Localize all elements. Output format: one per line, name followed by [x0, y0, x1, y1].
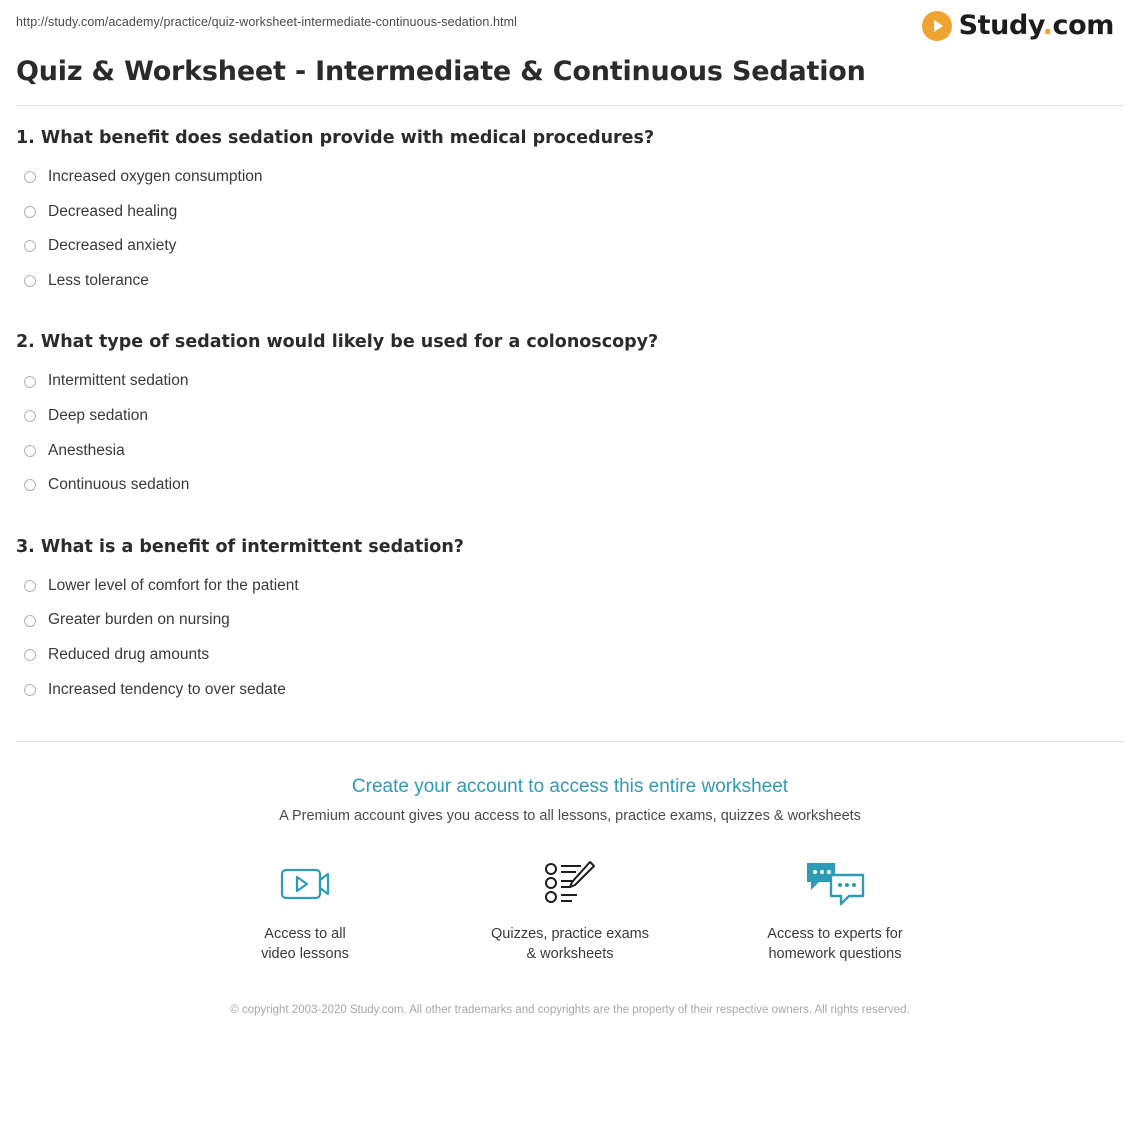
- radio-button-icon[interactable]: [24, 376, 36, 388]
- answer-option[interactable]: [16, 264, 1124, 299]
- answer-options: [16, 569, 1124, 707]
- answer-option[interactable]: [16, 638, 1124, 673]
- answer-options: [16, 160, 1124, 298]
- feature-line-2: video lessons: [261, 946, 349, 963]
- radio-button-icon[interactable]: [24, 479, 36, 491]
- radio-button-icon[interactable]: [24, 649, 36, 661]
- feature-line-1: Access to experts for: [767, 926, 903, 943]
- answer-option[interactable]: [16, 603, 1124, 638]
- page-title: Quiz & Worksheet - Intermediate & Continuous Sedation: [16, 56, 866, 87]
- question-text: 3. What is a benefit of intermittent sedation?: [16, 536, 464, 557]
- answer-label: Increased oxygen consumption: [48, 168, 263, 185]
- answer-options: [16, 364, 1124, 502]
- answer-label: Continuous sedation: [48, 476, 190, 494]
- answer-option[interactable]: [16, 160, 1124, 195]
- page-url: http://study.com/academy/practice/quiz-worksheet-intermediate-continuous-sedation.html: [16, 15, 517, 29]
- feature-item: [755, 854, 915, 964]
- radio-button-icon[interactable]: [24, 684, 36, 696]
- answer-option[interactable]: [16, 673, 1124, 708]
- answer-option[interactable]: [16, 229, 1124, 264]
- question-item: [16, 128, 1124, 298]
- question-list: [16, 106, 1124, 707]
- promo-headline[interactable]: Create your account to access this entire worksheet: [351, 776, 789, 798]
- logo-suffix: com: [1052, 10, 1114, 41]
- radio-button-icon[interactable]: [24, 275, 36, 287]
- question-text: 2. What type of sedation would likely be used for a colonoscopy?: [16, 332, 659, 353]
- feature-text: [261, 924, 349, 964]
- chat-bubbles-icon: [805, 854, 865, 912]
- answer-label: Reduced drug amounts: [48, 645, 210, 663]
- video-play-icon: [280, 854, 330, 912]
- radio-button-icon[interactable]: [24, 206, 36, 218]
- feature-line-1: Access to all: [264, 926, 346, 943]
- feature-line-2: homework questions: [768, 946, 902, 963]
- answer-label: Increased tendency to over sedate: [48, 680, 286, 698]
- radio-button-icon[interactable]: [24, 240, 36, 252]
- footer-copyright: © copyright 2003-2020 Study.com. All other trademarks and copyrights are the property of their respective owners. All rights reserved.: [230, 1004, 910, 1017]
- feature-text: [767, 924, 902, 964]
- logo-dot: .: [1042, 10, 1053, 41]
- promo-subhead: A Premium account gives you access to all lessons, practice exams, quizzes & worksheets: [279, 808, 861, 825]
- feature-list: [16, 854, 1124, 964]
- question-item: [16, 537, 1124, 707]
- answer-label: Intermittent sedation: [48, 372, 189, 390]
- answer-option[interactable]: [16, 399, 1124, 434]
- feature-item: [225, 854, 385, 964]
- answer-label: Anesthesia: [48, 441, 125, 459]
- question-item: [16, 332, 1124, 502]
- feature-line-1: Quizzes, practice exams: [491, 926, 649, 943]
- play-circle-icon: [922, 11, 952, 41]
- answer-option[interactable]: [16, 434, 1124, 469]
- premium-promo: [16, 742, 1124, 964]
- answer-option[interactable]: [16, 364, 1124, 399]
- radio-button-icon[interactable]: [24, 580, 36, 592]
- answer-option[interactable]: [16, 569, 1124, 604]
- feature-text: [491, 924, 649, 964]
- logo-name: Study: [958, 10, 1043, 41]
- page-header: [16, 0, 1124, 48]
- radio-button-icon[interactable]: [24, 171, 36, 183]
- answer-label: Less tolerance: [48, 271, 149, 289]
- radio-button-icon[interactable]: [24, 615, 36, 627]
- answer-label: Lower level of comfort for the patient: [48, 576, 299, 594]
- question-text: 1. What benefit does sedation provide with medical procedures?: [16, 128, 655, 148]
- quiz-checklist-icon: [544, 854, 596, 912]
- answer-label: Greater burden on nursing: [48, 611, 230, 629]
- study-com-logo: [922, 10, 1124, 41]
- feature-line-2: & worksheets: [526, 946, 614, 963]
- radio-button-icon[interactable]: [24, 410, 36, 422]
- answer-option[interactable]: [16, 468, 1124, 503]
- answer-option[interactable]: [16, 195, 1124, 230]
- radio-button-icon[interactable]: [24, 445, 36, 457]
- answer-label: Deep sedation: [48, 406, 148, 424]
- feature-item: [490, 854, 650, 964]
- answer-label: Decreased anxiety: [48, 237, 177, 255]
- answer-label: Decreased healing: [48, 202, 178, 220]
- logo-wordmark: [959, 10, 1114, 41]
